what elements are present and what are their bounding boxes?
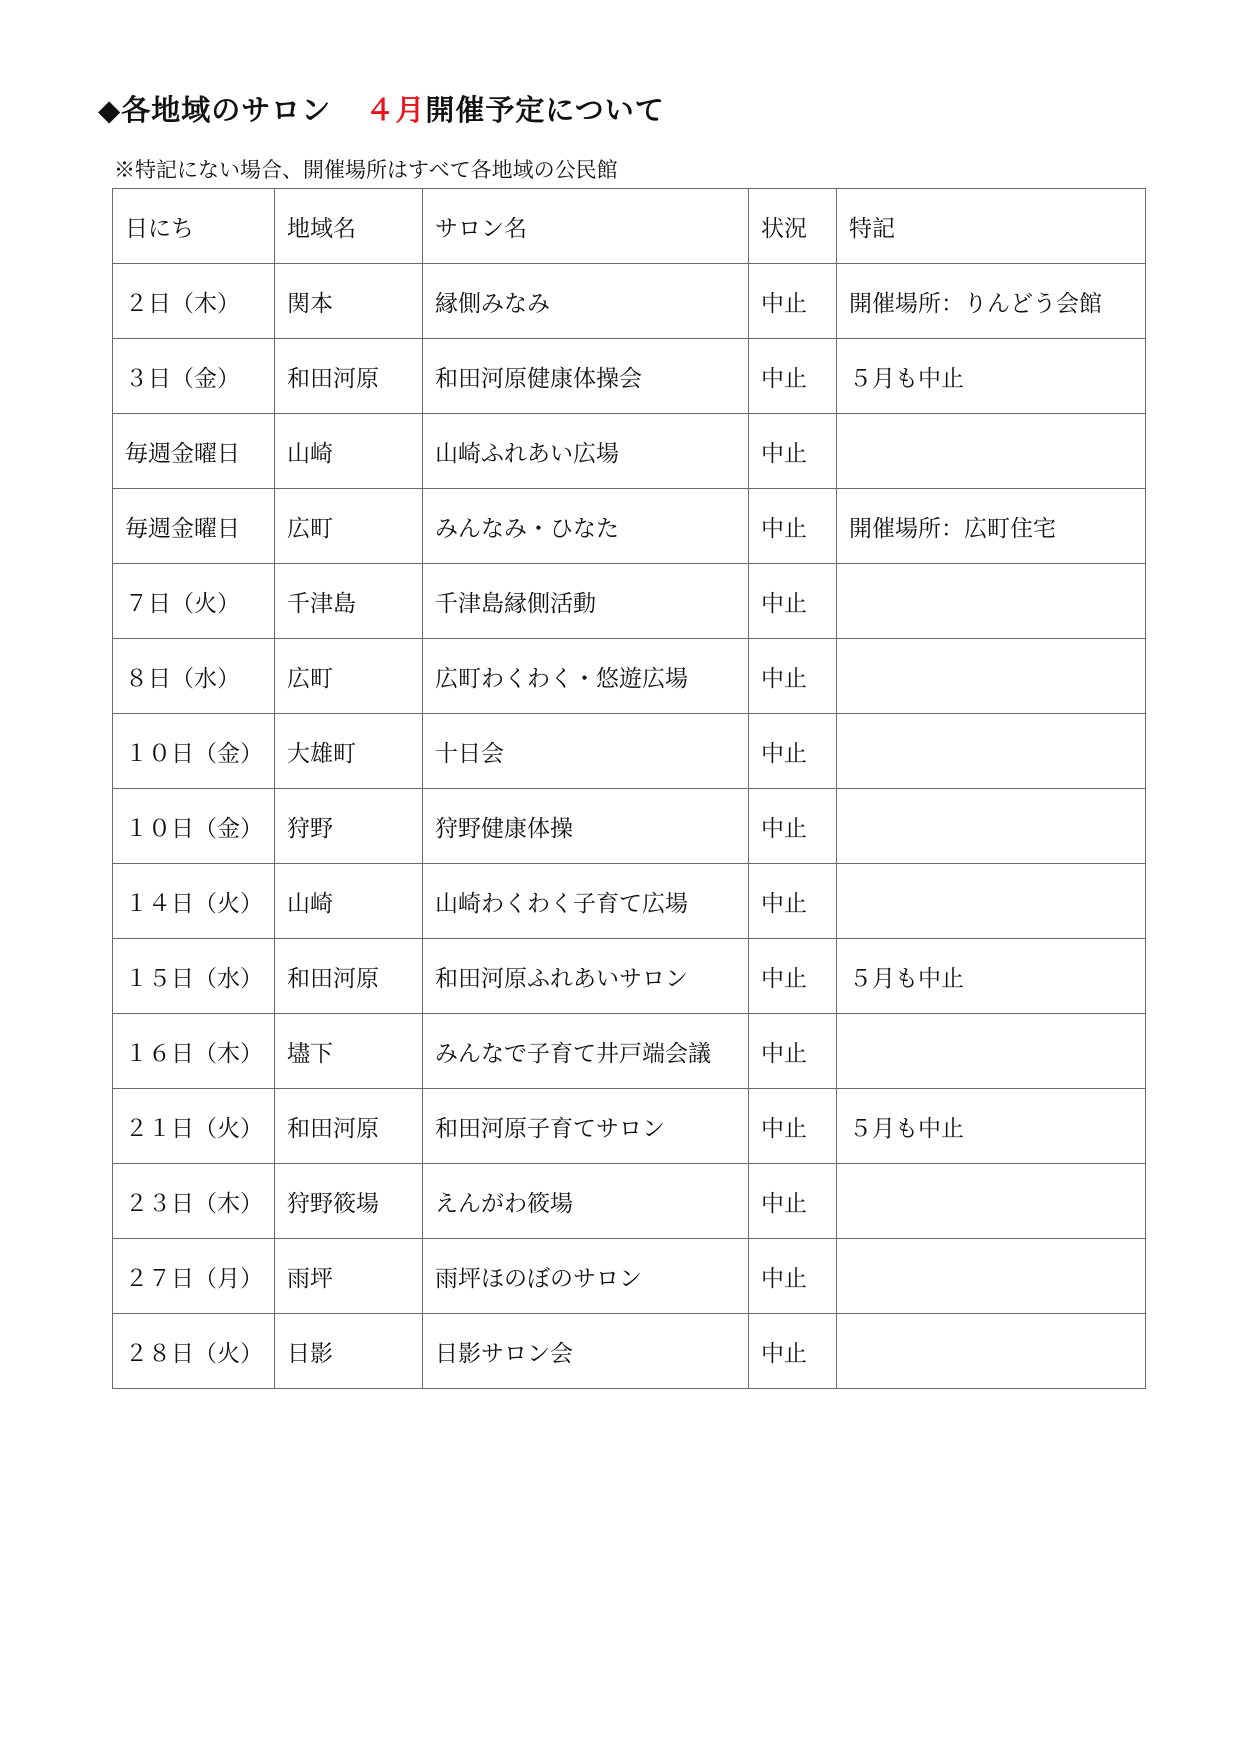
cell-salon: えんがわ筱場 bbox=[423, 1164, 749, 1239]
page-title bbox=[98, 88, 665, 129]
cell-remarks: 開催場所：りんどう会館 bbox=[837, 264, 1146, 339]
cell-salon: 広町わくわく・悠遊広場 bbox=[423, 639, 749, 714]
cell-status: 中止 bbox=[749, 639, 837, 714]
cell-status: 中止 bbox=[749, 564, 837, 639]
cell-status: 中止 bbox=[749, 489, 837, 564]
header-cell-status: 状況 bbox=[749, 189, 837, 264]
cell-date: ２８日（火） bbox=[113, 1314, 275, 1389]
cell-date: ２日（木） bbox=[113, 264, 275, 339]
cell-remarks: ５月も中止 bbox=[837, 939, 1146, 1014]
title-month: ４月 bbox=[365, 93, 426, 127]
cell-area: 雨坪 bbox=[275, 1239, 423, 1314]
cell-salon: 山崎ふれあい広場 bbox=[423, 414, 749, 489]
cell-status: 中止 bbox=[749, 939, 837, 1014]
cell-status: 中止 bbox=[749, 414, 837, 489]
cell-area: 山崎 bbox=[275, 414, 423, 489]
table-row bbox=[113, 414, 1146, 489]
cell-status: 中止 bbox=[749, 1089, 837, 1164]
table-row bbox=[113, 489, 1146, 564]
cell-remarks bbox=[837, 1014, 1146, 1089]
cell-area: 和田河原 bbox=[275, 339, 423, 414]
cell-remarks bbox=[837, 1164, 1146, 1239]
cell-date: １０日（金） bbox=[113, 789, 275, 864]
table-row bbox=[113, 789, 1146, 864]
cell-area: 和田河原 bbox=[275, 1089, 423, 1164]
cell-date: １５日（水） bbox=[113, 939, 275, 1014]
cell-status: 中止 bbox=[749, 789, 837, 864]
table-row bbox=[113, 1314, 1146, 1389]
cell-salon: みんなみ・ひなた bbox=[423, 489, 749, 564]
table-row bbox=[113, 864, 1146, 939]
cell-area: 山崎 bbox=[275, 864, 423, 939]
cell-date: ２１日（火） bbox=[113, 1089, 275, 1164]
cell-area: 狩野 bbox=[275, 789, 423, 864]
cell-date: ８日（水） bbox=[113, 639, 275, 714]
cell-area: 和田河原 bbox=[275, 939, 423, 1014]
cell-date: １４日（火） bbox=[113, 864, 275, 939]
header-cell-date: 日にち bbox=[113, 189, 275, 264]
cell-salon: 縁側みなみ bbox=[423, 264, 749, 339]
header-cell-remarks: 特記 bbox=[837, 189, 1146, 264]
cell-salon: みんなで子育て井戸端会議 bbox=[423, 1014, 749, 1089]
cell-area: 広町 bbox=[275, 489, 423, 564]
cell-status: 中止 bbox=[749, 339, 837, 414]
table-row bbox=[113, 564, 1146, 639]
table-row bbox=[113, 1089, 1146, 1164]
cell-date: ７日（火） bbox=[113, 564, 275, 639]
cell-status: 中止 bbox=[749, 714, 837, 789]
venue-note: ※特記にない場合、開催場所はすべて各地域の公民館 bbox=[114, 158, 618, 182]
cell-salon: 日影サロン会 bbox=[423, 1314, 749, 1389]
cell-area: 壗下 bbox=[275, 1014, 423, 1089]
cell-date: １６日（木） bbox=[113, 1014, 275, 1089]
cell-remarks bbox=[837, 639, 1146, 714]
cell-remarks bbox=[837, 789, 1146, 864]
cell-area: 関本 bbox=[275, 264, 423, 339]
cell-date: 毎週金曜日 bbox=[113, 489, 275, 564]
cell-area: 狩野筱場 bbox=[275, 1164, 423, 1239]
cell-area: 大雄町 bbox=[275, 714, 423, 789]
cell-remarks bbox=[837, 864, 1146, 939]
cell-date: １０日（金） bbox=[113, 714, 275, 789]
cell-date: 毎週金曜日 bbox=[113, 414, 275, 489]
cell-salon: 和田河原健康体操会 bbox=[423, 339, 749, 414]
cell-area: 日影 bbox=[275, 1314, 423, 1389]
header-cell-area: 地域名 bbox=[275, 189, 423, 264]
cell-remarks: ５月も中止 bbox=[837, 1089, 1146, 1164]
table-row bbox=[113, 939, 1146, 1014]
cell-status: 中止 bbox=[749, 1164, 837, 1239]
table-row bbox=[113, 1014, 1146, 1089]
cell-date: ２７日（月） bbox=[113, 1239, 275, 1314]
title-prefix: ◆各地域のサロン bbox=[98, 93, 332, 127]
cell-date: ２３日（木） bbox=[113, 1164, 275, 1239]
title-suffix: 開催予定について bbox=[425, 93, 665, 127]
cell-status: 中止 bbox=[749, 1239, 837, 1314]
cell-remarks bbox=[837, 414, 1146, 489]
header-row bbox=[113, 189, 1146, 264]
table-row bbox=[113, 1239, 1146, 1314]
cell-status: 中止 bbox=[749, 1314, 837, 1389]
cell-area: 千津島 bbox=[275, 564, 423, 639]
cell-remarks bbox=[837, 1239, 1146, 1314]
cell-remarks bbox=[837, 1314, 1146, 1389]
table-row bbox=[113, 264, 1146, 339]
cell-status: 中止 bbox=[749, 864, 837, 939]
salon-schedule-table bbox=[112, 188, 1146, 1389]
cell-salon: 雨坪ほのぼのサロン bbox=[423, 1239, 749, 1314]
cell-status: 中止 bbox=[749, 1014, 837, 1089]
cell-salon: 十日会 bbox=[423, 714, 749, 789]
cell-remarks: ５月も中止 bbox=[837, 339, 1146, 414]
cell-salon: 和田河原子育てサロン bbox=[423, 1089, 749, 1164]
cell-remarks bbox=[837, 714, 1146, 789]
cell-salon: 山崎わくわく子育て広場 bbox=[423, 864, 749, 939]
cell-salon: 狩野健康体操 bbox=[423, 789, 749, 864]
cell-salon: 千津島縁側活動 bbox=[423, 564, 749, 639]
header-cell-salon: サロン名 bbox=[423, 189, 749, 264]
cell-status: 中止 bbox=[749, 264, 837, 339]
cell-remarks bbox=[837, 564, 1146, 639]
table-row bbox=[113, 1164, 1146, 1239]
cell-salon: 和田河原ふれあいサロン bbox=[423, 939, 749, 1014]
cell-area: 広町 bbox=[275, 639, 423, 714]
table-row bbox=[113, 339, 1146, 414]
cell-date: ３日（金） bbox=[113, 339, 275, 414]
table-row bbox=[113, 639, 1146, 714]
table-row bbox=[113, 714, 1146, 789]
cell-remarks: 開催場所：広町住宅 bbox=[837, 489, 1146, 564]
